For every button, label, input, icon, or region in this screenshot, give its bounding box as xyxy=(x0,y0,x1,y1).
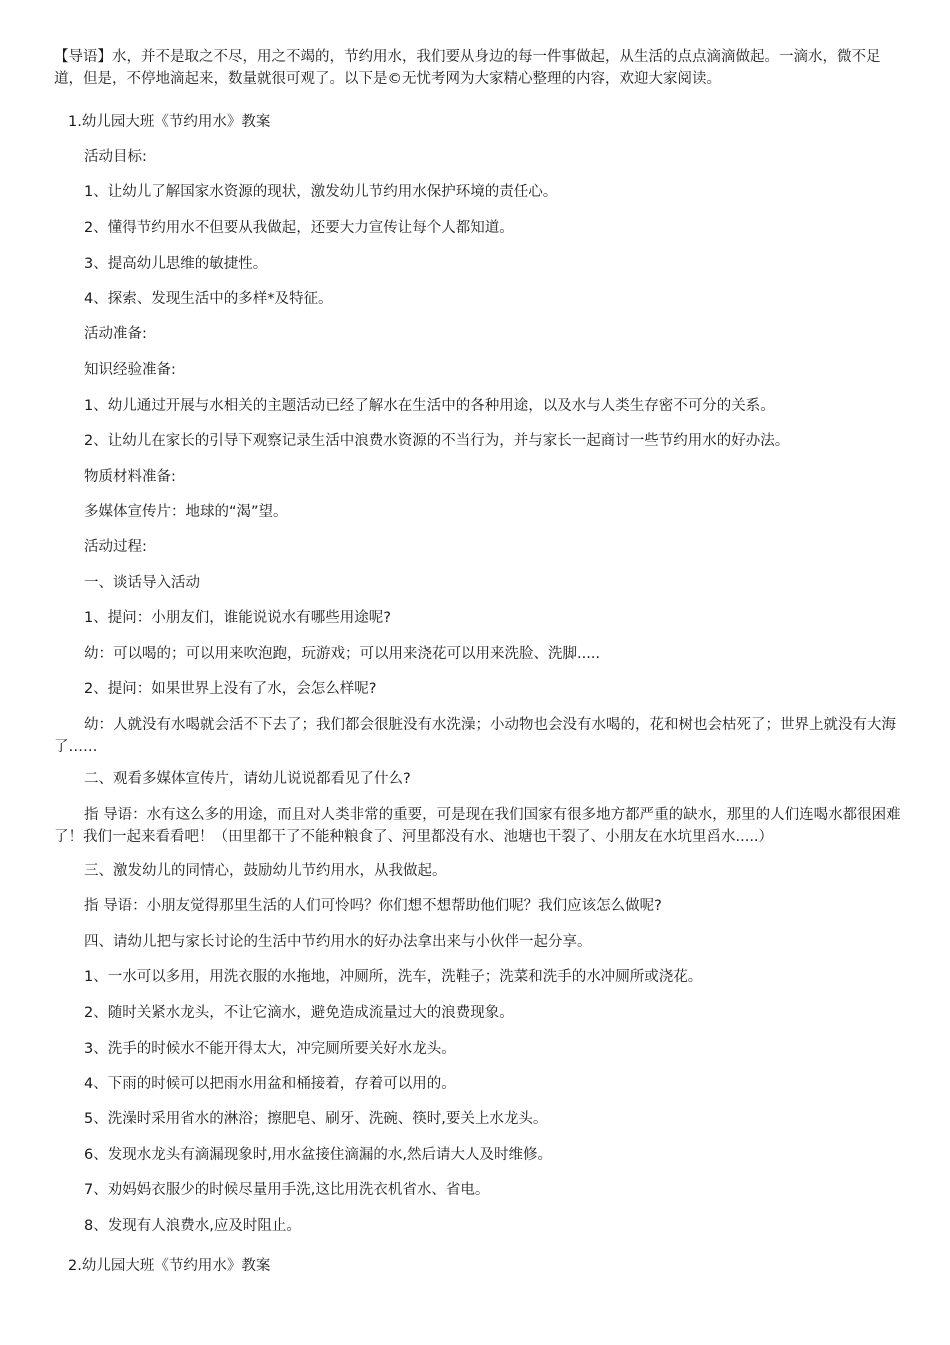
paragraph-tip-7: 7、劝妈妈衣服少的时候尽量用手洗,这比用洗衣机省水、省电。 xyxy=(84,1182,490,1198)
paragraph-tip-2: 2、随时关紧水龙头，不让它滴水，避免造成流量过大的浪费现象。 xyxy=(84,1005,514,1021)
paragraph-preparation-heading: 活动准备: xyxy=(84,326,147,342)
paragraph-activity-goals-heading: 活动目标: xyxy=(84,149,147,165)
paragraph-goal-3: 3、提高幼儿思维的敏捷性。 xyxy=(84,256,268,272)
paragraph-step-2-heading: 二、观看多媒体宣传片，请幼儿说说都看见了什么? xyxy=(84,771,411,787)
section-title-2: 2.幼儿园大班《节约用水》教案 xyxy=(68,1258,271,1274)
intro-paragraph: 【导语】水，并不是取之不尽，用之不竭的，节约用水，我们要从身边的每一件事做起，从生活的点点滴滴做起。一滴水，微不足道，但是，不停地滴起来，数量就很可观了。以下是©无忧考网为大家精心整理的内容，欢迎大家阅读。 xyxy=(54,49,881,87)
paragraph-guide-1: 指 导语：水有这么多的用途，而且对人类非常的重要，可是现在我们国家有很多地方都严重的缺水，那里的人们连喝水都很困难了！我们一起来看看吧！（田里都干了不能种粮食了、河里都没有水、池塘也干裂了、小朋友在水坑里舀水.....） xyxy=(54,807,901,845)
paragraph-step-4-heading: 四、请幼儿把与家长讨论的生活中节约用水的好办法拿出来与小伙伴一起分享。 xyxy=(84,934,592,950)
paragraph-knowledge-1: 1、幼儿通过开展与水相关的主题活动已经了解水在生活中的各种用途，以及水与人类生存密不可分的关系。 xyxy=(84,398,775,414)
paragraph-goal-2: 2、懂得节约用水不但要从我做起，还要大力宣传让每个人都知道。 xyxy=(84,220,514,236)
paragraph-tip-4: 4、下雨的时候可以把雨水用盆和桶接着，存着可以用的。 xyxy=(84,1076,456,1092)
paragraph-tip-1: 1、一水可以多用，用洗衣服的水拖地，冲厕所，洗车，洗鞋子；洗菜和洗手的水冲厕所或浇花。 xyxy=(84,969,703,985)
paragraph-step-1-heading: 一、谈话导入活动 xyxy=(84,575,200,591)
paragraph-answer-1: 幼：可以喝的；可以用来吹泡跑，玩游戏；可以用来浇花可以用来洗脸、洗脚..... xyxy=(84,646,601,662)
section-title-1: 1.幼儿园大班《节约用水》教案 xyxy=(68,114,271,130)
paragraph-materials-1: 多媒体宣传片：地球的“渴”望。 xyxy=(84,504,288,520)
paragraph-tip-5: 5、洗澡时采用省水的淋浴；擦肥皂、刷牙、洗碗、筷时,要关上水龙头。 xyxy=(84,1111,548,1127)
paragraph-process-heading: 活动过程: xyxy=(84,539,147,555)
paragraph-guide-2: 指 导语：小朋友觉得那里生活的人们可怜吗？你们想不想帮助他们呢？我们应该怎么做呢? xyxy=(84,898,662,914)
paragraph-step-3-heading: 三、激发幼儿的同情心，鼓励幼儿节约用水，从我做起。 xyxy=(84,863,447,879)
paragraph-tip-8: 8、发现有人浪费水,应及时阻止。 xyxy=(84,1218,301,1234)
paragraph-knowledge-heading: 知识经验准备: xyxy=(84,362,176,378)
paragraph-knowledge-2: 2、让幼儿在家长的引导下观察记录生活中浪费水资源的不当行为，并与家长一起商讨一些节约用水的好办法。 xyxy=(84,433,790,449)
paragraph-goal-1: 1、让幼儿了解国家水资源的现状，激发幼儿节约用水保护环境的责任心。 xyxy=(84,184,558,200)
paragraph-tip-3: 3、洗手的时候水不能开得太大，冲完厕所要关好水龙头。 xyxy=(84,1041,456,1057)
paragraph-goal-4: 4、探索、发现生活中的多样*及特征。 xyxy=(84,291,333,307)
paragraph-materials-heading: 物质材料准备: xyxy=(84,469,176,485)
paragraph-question-2: 2、提问：如果世界上没有了水，会怎么样呢? xyxy=(84,681,377,697)
paragraph-question-1: 1、提问：小朋友们，谁能说说水有哪些用途呢? xyxy=(84,610,391,626)
paragraph-tip-6: 6、发现水龙头有滴漏现象时,用水盆接住滴漏的水,然后请大人及时维修。 xyxy=(84,1147,552,1163)
paragraph-answer-2: 幼：人就没有水喝就会活不下去了；我们都会很脏没有水洗澡；小动物也会没有水喝的，花和树也会枯死了；世界上就没有大海了…… xyxy=(54,717,896,755)
